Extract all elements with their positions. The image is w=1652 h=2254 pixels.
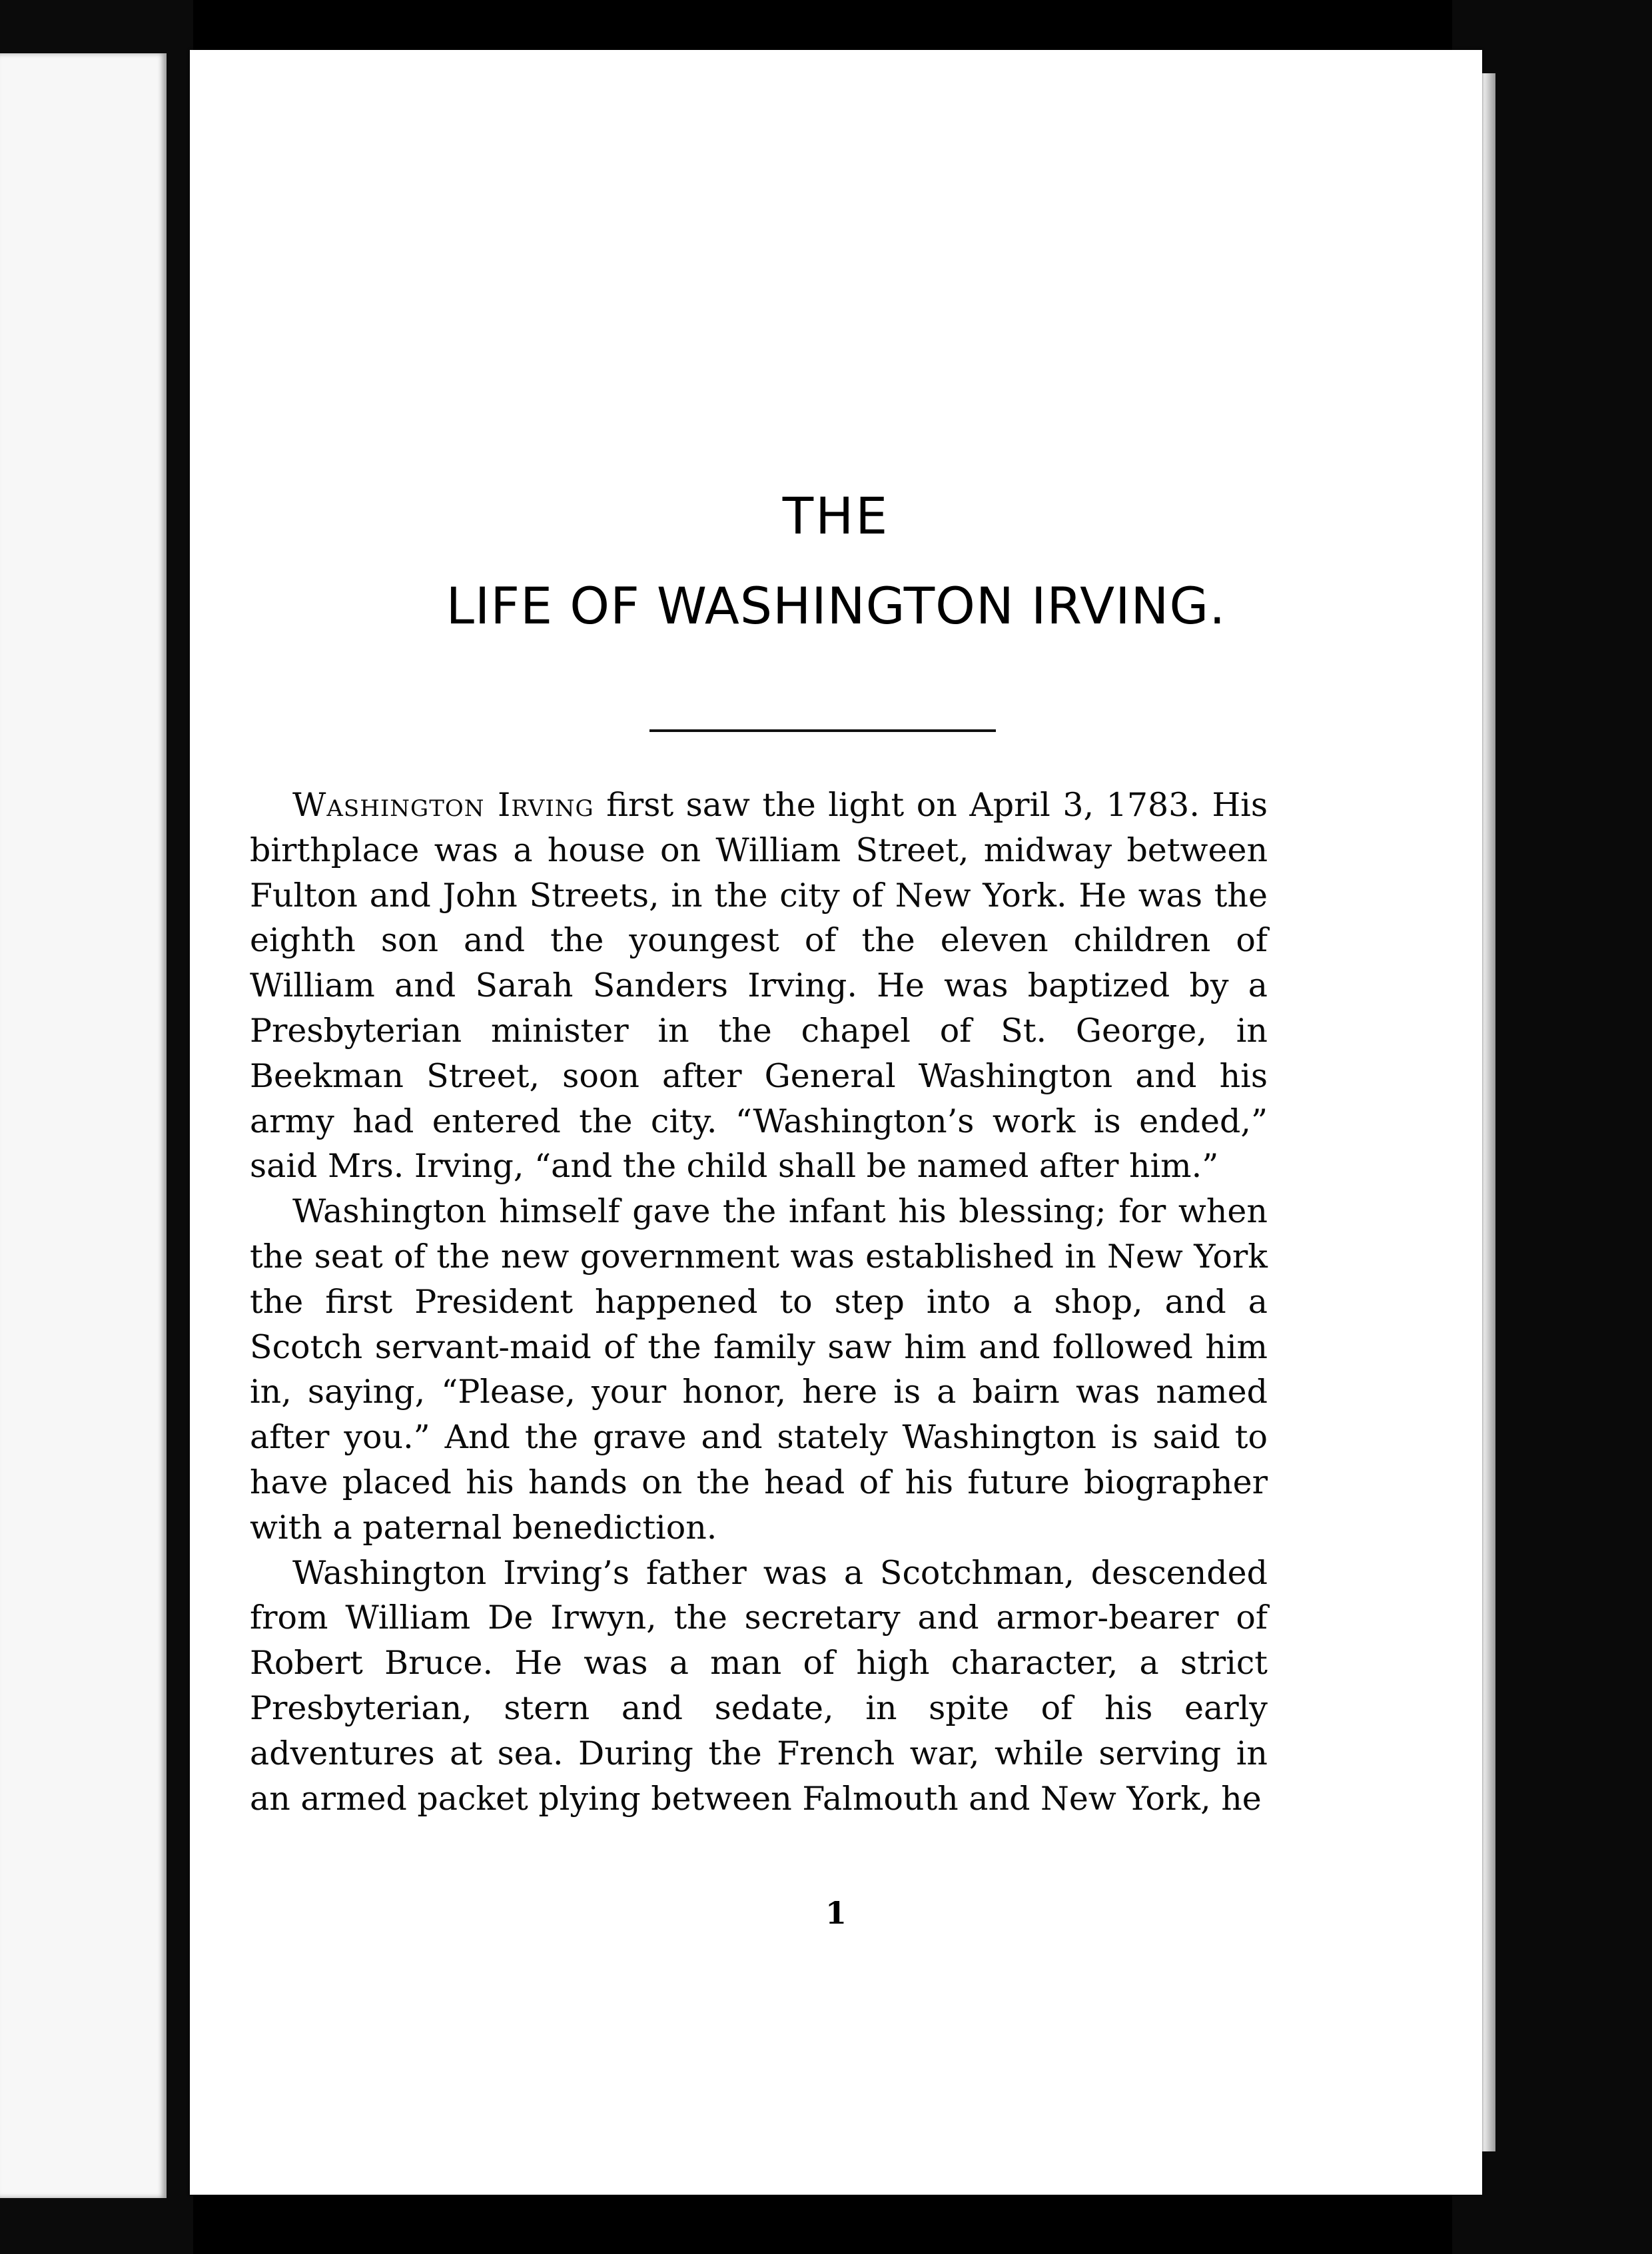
paragraph-2: Washington himself gave the infant his blessing; for when the seat of the new government was established in New York the first President happened to step into a shop, and a Scotch servant-maid of the family saw him and followed him in, saying, “Please, your honor, here is a bairn was named after you.” And the grave and stately Washington is said to have placed his hands on the head of his future biographer with a paternal benediction. bbox=[250, 1192, 1268, 1547]
paragraph-3: Washington Irving’s father was a Scotchman, descended from William De Irwyn, the secretary and armor-bearer of Robert Bruce. He was a man of high character, a strict Presbyterian, stern and sedate, in spite of his early adventures at sea. During the French war, while serving in an armed packet plying between Falmouth and New York, he bbox=[250, 1553, 1268, 1818]
title-rule bbox=[649, 729, 996, 732]
paragraph-lead: Washington Irving bbox=[292, 786, 594, 824]
heading-the: THE bbox=[782, 486, 890, 546]
page-number: 1 bbox=[825, 1895, 847, 1931]
chapter-title: LIFE OF WASHINGTON IRVING. bbox=[446, 576, 1226, 635]
previous-page-edge bbox=[0, 53, 167, 2198]
book-page bbox=[190, 50, 1482, 2195]
paragraph-1 bbox=[250, 783, 1268, 1189]
body-text bbox=[250, 783, 1268, 1821]
paragraph-1-text: first saw the light on April 3, 1783. His birthplace was a house on William Street, midway between Fulton and John Streets, in the city of New York. He was the eighth son and the youngest of the eleven children of William and Sarah Sanders Irving. He was baptized by a Presbyterian minister in the chapel of St. George, in Beekman Street, soon after General Washington and his army had entered the city. “Washington’s work is ended,” said Mrs. Irving, “and the child shall be named after him.” bbox=[250, 786, 1268, 1186]
